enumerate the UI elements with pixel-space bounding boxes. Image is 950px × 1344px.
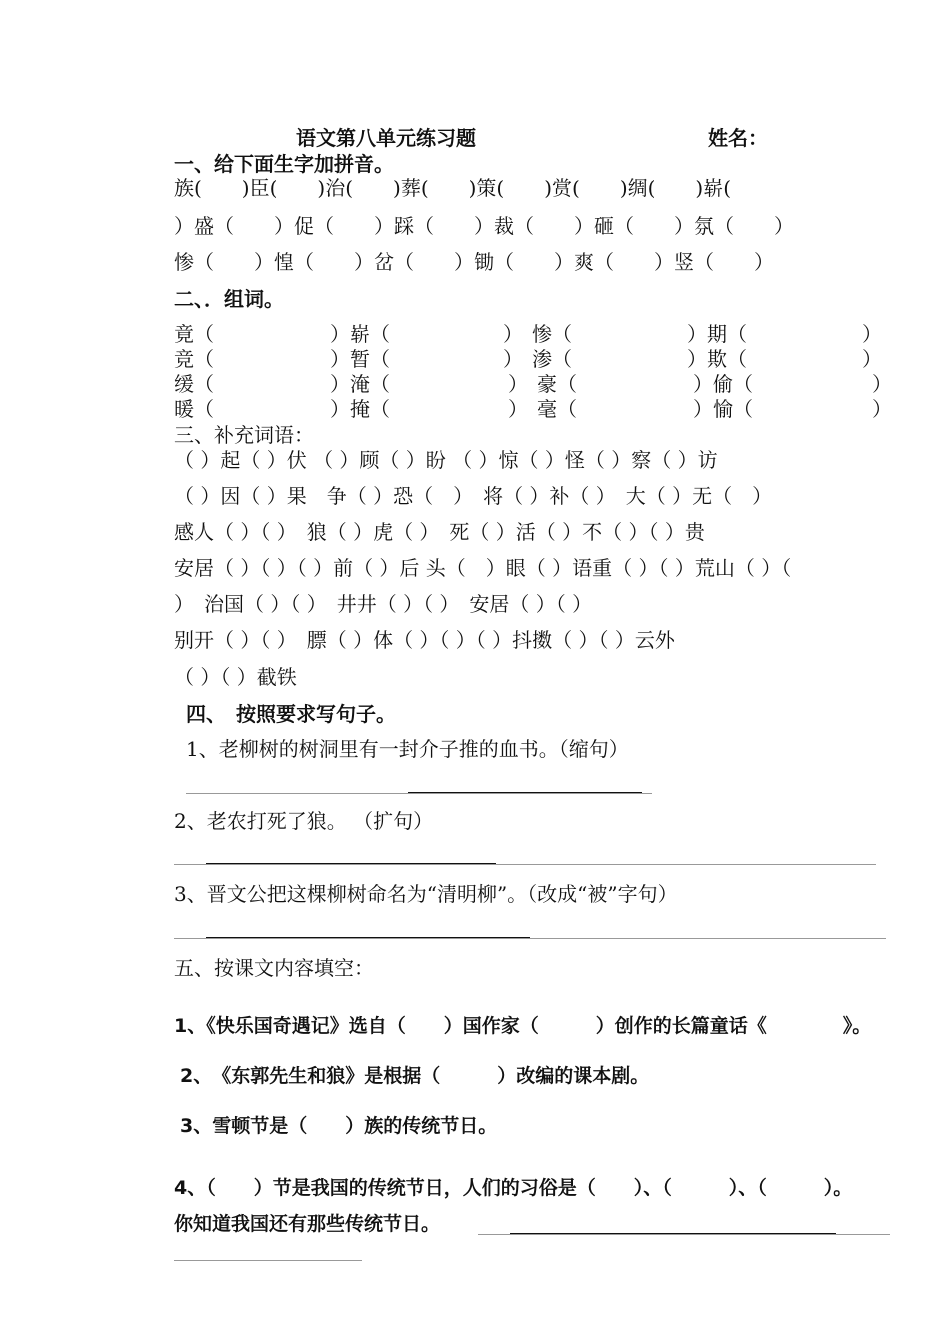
answer-line-underline xyxy=(206,937,530,938)
word-cell: ）崭（ xyxy=(330,322,390,346)
word-cell: ）暂（ xyxy=(330,347,390,371)
sentence-task: 2、老农打死了狼。 （扩句） xyxy=(174,809,434,833)
page-title: 语文第八单元练习题 xyxy=(296,126,476,150)
word-cell: ） xyxy=(872,372,892,396)
word-cell: ）期（ xyxy=(687,322,747,346)
section-3-heading: 三、补充词语： xyxy=(174,423,314,447)
fill-item: 1、《快乐国奇遇记》选自（ ）国作家（ ）创作的长篇童话《 》。 xyxy=(174,1015,872,1037)
section-2-heading: 二、．组词。 xyxy=(174,287,284,311)
fill-item: 3、雪顿节是（ ）族的传统节日。 xyxy=(180,1115,498,1137)
answer-line[interactable] xyxy=(174,938,886,939)
section-4-heading: 四、 按照要求写句子。 xyxy=(186,702,396,726)
word-cell: ）愉（ xyxy=(693,397,753,421)
word-cell: ） xyxy=(508,372,528,396)
word-cell: ） xyxy=(503,347,523,371)
word-cell: 惨（ xyxy=(532,322,572,346)
name-label: 姓名： xyxy=(708,126,768,150)
answer-line-underline xyxy=(206,863,496,864)
word-cell: ）掩（ xyxy=(330,397,390,421)
idiom-row: （ ）起（ ）伏 （ ）顾（ ）盼 （ ）惊（ ）怪（ ）察（ ）访 xyxy=(174,448,718,472)
section-1-heading: 一、给下面生字加拼音。 xyxy=(174,152,394,176)
word-cell: ） xyxy=(872,397,892,421)
word-cell: ） xyxy=(508,397,528,421)
answer-line-underline xyxy=(408,792,642,793)
pinyin-row: ）盛（ ）促（ ）踩（ ）裁（ ）砸（ ）氛（ ） xyxy=(174,214,794,238)
idiom-row: （ ）（ ）截铁 xyxy=(174,665,297,689)
pinyin-row: 族( )臣( )治( )葬( )策( )赏( )绸( )崭( xyxy=(174,176,732,200)
answer-line-underline xyxy=(510,1233,836,1234)
idiom-row: 别开（ ）（ ） 膘（ ）体（ ）（ ）（ ）抖擞（ ）（ ）云外 xyxy=(174,628,675,652)
word-cell: ） xyxy=(503,322,523,346)
word-cell: 毫（ xyxy=(537,397,577,421)
sentence-task: 3、晋文公把这棵柳树命名为“清明柳”。（改成“被”字句） xyxy=(174,882,678,906)
word-cell: 竟（ xyxy=(174,322,214,346)
word-cell: 暖（ xyxy=(174,397,214,421)
word-cell: ）欺（ xyxy=(687,347,747,371)
answer-line[interactable] xyxy=(174,864,876,865)
word-cell: ） xyxy=(862,322,882,346)
idiom-row: （ ）因（ ）果 争（ ）恐（ ） 将（ ）补（ ） 大（ ）无（ ） xyxy=(174,484,773,508)
answer-line[interactable] xyxy=(174,1260,362,1261)
section-5-heading: 五、按课文内容填空： xyxy=(174,956,374,980)
idiom-row: 感人（ ）（ ） 狼（ ）虎（ ） 死（ ）活（ ）不（ ）（ ）贵 xyxy=(174,520,705,544)
fill-item: 2、 《东郭先生和狼》是根据（ ）改编的课本剧。 xyxy=(180,1065,650,1087)
word-cell: ）淹（ xyxy=(330,372,390,396)
answer-line[interactable] xyxy=(186,793,652,794)
pinyin-row: 惨（ ）惶（ ）岔（ ）锄（ ）爽（ ）竖（ ） xyxy=(174,250,774,274)
fill-item: 你知道我国还有那些传统节日。 xyxy=(174,1213,441,1235)
word-cell: 豪（ xyxy=(537,372,577,396)
fill-item: 4、（ ）节是我国的传统节日，人们的习俗是（ ）、（ ）、（ ）。 xyxy=(174,1177,853,1199)
word-cell: 缓（ xyxy=(174,372,214,396)
sentence-task: 1、老柳树的树洞里有一封介子推的血书。（缩句） xyxy=(186,737,629,761)
word-cell: 渗（ xyxy=(532,347,572,371)
word-cell: ）偷（ xyxy=(693,372,753,396)
word-cell: ） xyxy=(862,347,882,371)
answer-line[interactable] xyxy=(478,1234,890,1235)
idiom-row: 安居（ ）（ ）（ ）前（ ）后 头（ ）眼（ ）语重（ ）（ ）荒山（ ）（ xyxy=(174,556,792,580)
word-cell: 竞（ xyxy=(174,347,214,371)
idiom-row: ） 治国（ ）（ ） 井井（ ）（ ） 安居（ ）（ ） xyxy=(174,592,593,616)
